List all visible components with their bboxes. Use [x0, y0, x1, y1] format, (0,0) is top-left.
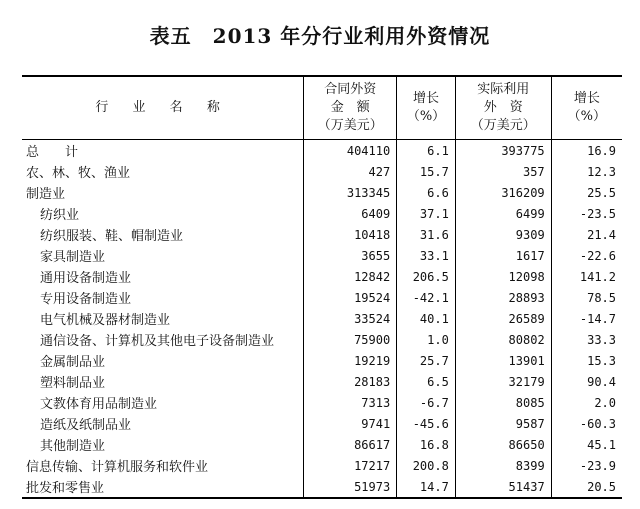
- contract-amount-value: 3655: [304, 245, 397, 266]
- actual-growth-value: 141.2: [551, 266, 622, 287]
- industry-name: 造纸及纸制品业: [40, 418, 132, 433]
- header-row: [22, 76, 622, 140]
- actual-growth-value: -23.5: [551, 203, 622, 224]
- table-row: [22, 350, 622, 371]
- actual-amount-value: 1617: [455, 245, 551, 266]
- contract-amount-value: 86617: [304, 434, 397, 455]
- contract-amount-value: 33524: [304, 308, 397, 329]
- contract-growth-value: -6.7: [397, 392, 456, 413]
- actual-growth-value: -60.3: [551, 413, 622, 434]
- industry-name: 电气机械及器材制造业: [40, 313, 171, 328]
- contract-growth-value: 40.1: [397, 308, 456, 329]
- table-row: [22, 413, 622, 434]
- header-growth-actual: [551, 76, 622, 140]
- table-row: [22, 392, 622, 413]
- contract-growth-value: 6.5: [397, 371, 456, 392]
- actual-amount-value: 12098: [455, 266, 551, 287]
- header-growth2-unit: （%）: [567, 109, 607, 124]
- industry-name: 纺织服装、鞋、帽制造业: [40, 229, 184, 244]
- industry-name: 通信设备、计算机及其他电子设备制造业: [40, 334, 275, 349]
- table-row: [22, 266, 622, 287]
- header-actual-line2: 外 资: [483, 100, 523, 115]
- actual-amount-value: 6499: [455, 203, 551, 224]
- actual-growth-value: 12.3: [551, 161, 622, 182]
- actual-amount-value: 9309: [455, 224, 551, 245]
- actual-amount-value: 393775: [455, 140, 551, 162]
- industry-name: 批发和零售业: [26, 481, 105, 496]
- actual-amount-value: 357: [455, 161, 551, 182]
- table-row: [22, 455, 622, 476]
- contract-amount-value: 28183: [304, 371, 397, 392]
- contract-growth-value: 37.1: [397, 203, 456, 224]
- contract-growth-value: 200.8: [397, 455, 456, 476]
- table-row: [22, 182, 622, 203]
- contract-growth-value: 6.1: [397, 140, 456, 162]
- header-contract-unit: （万美元）: [317, 118, 383, 133]
- table-row: [22, 245, 622, 266]
- header-actual-amount: [455, 76, 551, 140]
- table-row: [22, 308, 622, 329]
- fdi-by-industry-table: [22, 75, 622, 499]
- contract-growth-value: -42.1: [397, 287, 456, 308]
- industry-name: 塑料制品业: [40, 376, 106, 391]
- industry-name: 其他制造业: [40, 439, 106, 454]
- industry-name: 农、林、牧、渔业: [26, 166, 131, 181]
- actual-amount-value: 26589: [455, 308, 551, 329]
- actual-growth-value: 33.3: [551, 329, 622, 350]
- actual-growth-value: 20.5: [551, 476, 622, 498]
- industry-name: 专用设备制造业: [40, 292, 132, 307]
- actual-amount-value: 13901: [455, 350, 551, 371]
- actual-amount-value: 86650: [455, 434, 551, 455]
- actual-growth-value: -22.6: [551, 245, 622, 266]
- contract-amount-value: 427: [304, 161, 397, 182]
- table-title: 表五 2013 年分行业利用外资情况: [149, 24, 491, 48]
- actual-growth-value: 16.9: [551, 140, 622, 162]
- contract-amount-value: 17217: [304, 455, 397, 476]
- contract-growth-value: 16.8: [397, 434, 456, 455]
- table-row: [22, 329, 622, 350]
- industry-name: 通用设备制造业: [40, 271, 132, 286]
- actual-growth-value: 45.1: [551, 434, 622, 455]
- actual-amount-value: 80802: [455, 329, 551, 350]
- header-growth1-unit: （%）: [406, 109, 446, 124]
- table-row: [22, 434, 622, 455]
- actual-amount-value: 8085: [455, 392, 551, 413]
- contract-growth-value: 1.0: [397, 329, 456, 350]
- contract-amount-value: 10418: [304, 224, 397, 245]
- actual-amount-value: 51437: [455, 476, 551, 498]
- contract-amount-value: 51973: [304, 476, 397, 498]
- actual-growth-value: 90.4: [551, 371, 622, 392]
- table-body: [22, 140, 622, 499]
- contract-amount-value: 404110: [304, 140, 397, 162]
- header-contract-amount: [304, 76, 397, 140]
- contract-amount-value: 12842: [304, 266, 397, 287]
- contract-amount-value: 6409: [304, 203, 397, 224]
- contract-amount-value: 9741: [304, 413, 397, 434]
- contract-growth-value: -45.6: [397, 413, 456, 434]
- table-row: [22, 140, 622, 162]
- table-row: [22, 161, 622, 182]
- contract-growth-value: 206.5: [397, 266, 456, 287]
- contract-growth-value: 31.6: [397, 224, 456, 245]
- table-row: [22, 371, 622, 392]
- actual-growth-value: 78.5: [551, 287, 622, 308]
- table-row: [22, 476, 622, 498]
- contract-amount-value: 7313: [304, 392, 397, 413]
- header-growth-contract: [397, 76, 456, 140]
- industry-name: 金属制品业: [40, 355, 106, 370]
- table-row: [22, 224, 622, 245]
- contract-amount-value: 19524: [304, 287, 397, 308]
- header-growth1-label: 增长: [413, 91, 440, 106]
- actual-growth-value: 15.3: [551, 350, 622, 371]
- industry-name: 文教体育用品制造业: [40, 397, 158, 412]
- actual-amount-value: 28893: [455, 287, 551, 308]
- table-row: [22, 287, 622, 308]
- industry-name: 纺织业: [40, 208, 80, 223]
- header-actual-unit: （万美元）: [470, 118, 536, 133]
- contract-growth-value: 14.7: [397, 476, 456, 498]
- header-industry: 行 业 名 称: [95, 100, 230, 115]
- actual-growth-value: 25.5: [551, 182, 622, 203]
- header-growth2-label: 增长: [573, 91, 600, 106]
- industry-name: 信息传输、计算机服务和软件业: [26, 460, 209, 475]
- actual-amount-value: 8399: [455, 455, 551, 476]
- actual-growth-value: 21.4: [551, 224, 622, 245]
- header-contract-line2: 金 额: [330, 100, 370, 115]
- contract-amount-value: 313345: [304, 182, 397, 203]
- industry-name: 家具制造业: [40, 250, 106, 265]
- table-header: [22, 76, 622, 140]
- header-actual-line1: 实际利用: [477, 82, 530, 97]
- contract-growth-value: 6.6: [397, 182, 456, 203]
- contract-growth-value: 25.7: [397, 350, 456, 371]
- actual-growth-value: -23.9: [551, 455, 622, 476]
- actual-amount-value: 9587: [455, 413, 551, 434]
- contract-amount-value: 19219: [304, 350, 397, 371]
- actual-amount-value: 316209: [455, 182, 551, 203]
- contract-growth-value: 15.7: [397, 161, 456, 182]
- actual-amount-value: 32179: [455, 371, 551, 392]
- header-contract-line1: 合同外资: [324, 82, 377, 97]
- contract-amount-value: 75900: [304, 329, 397, 350]
- table-row: [22, 203, 622, 224]
- industry-name: 总 计: [26, 145, 79, 160]
- actual-growth-value: -14.7: [551, 308, 622, 329]
- actual-growth-value: 2.0: [551, 392, 622, 413]
- industry-name: 制造业: [26, 187, 66, 202]
- contract-growth-value: 33.1: [397, 245, 456, 266]
